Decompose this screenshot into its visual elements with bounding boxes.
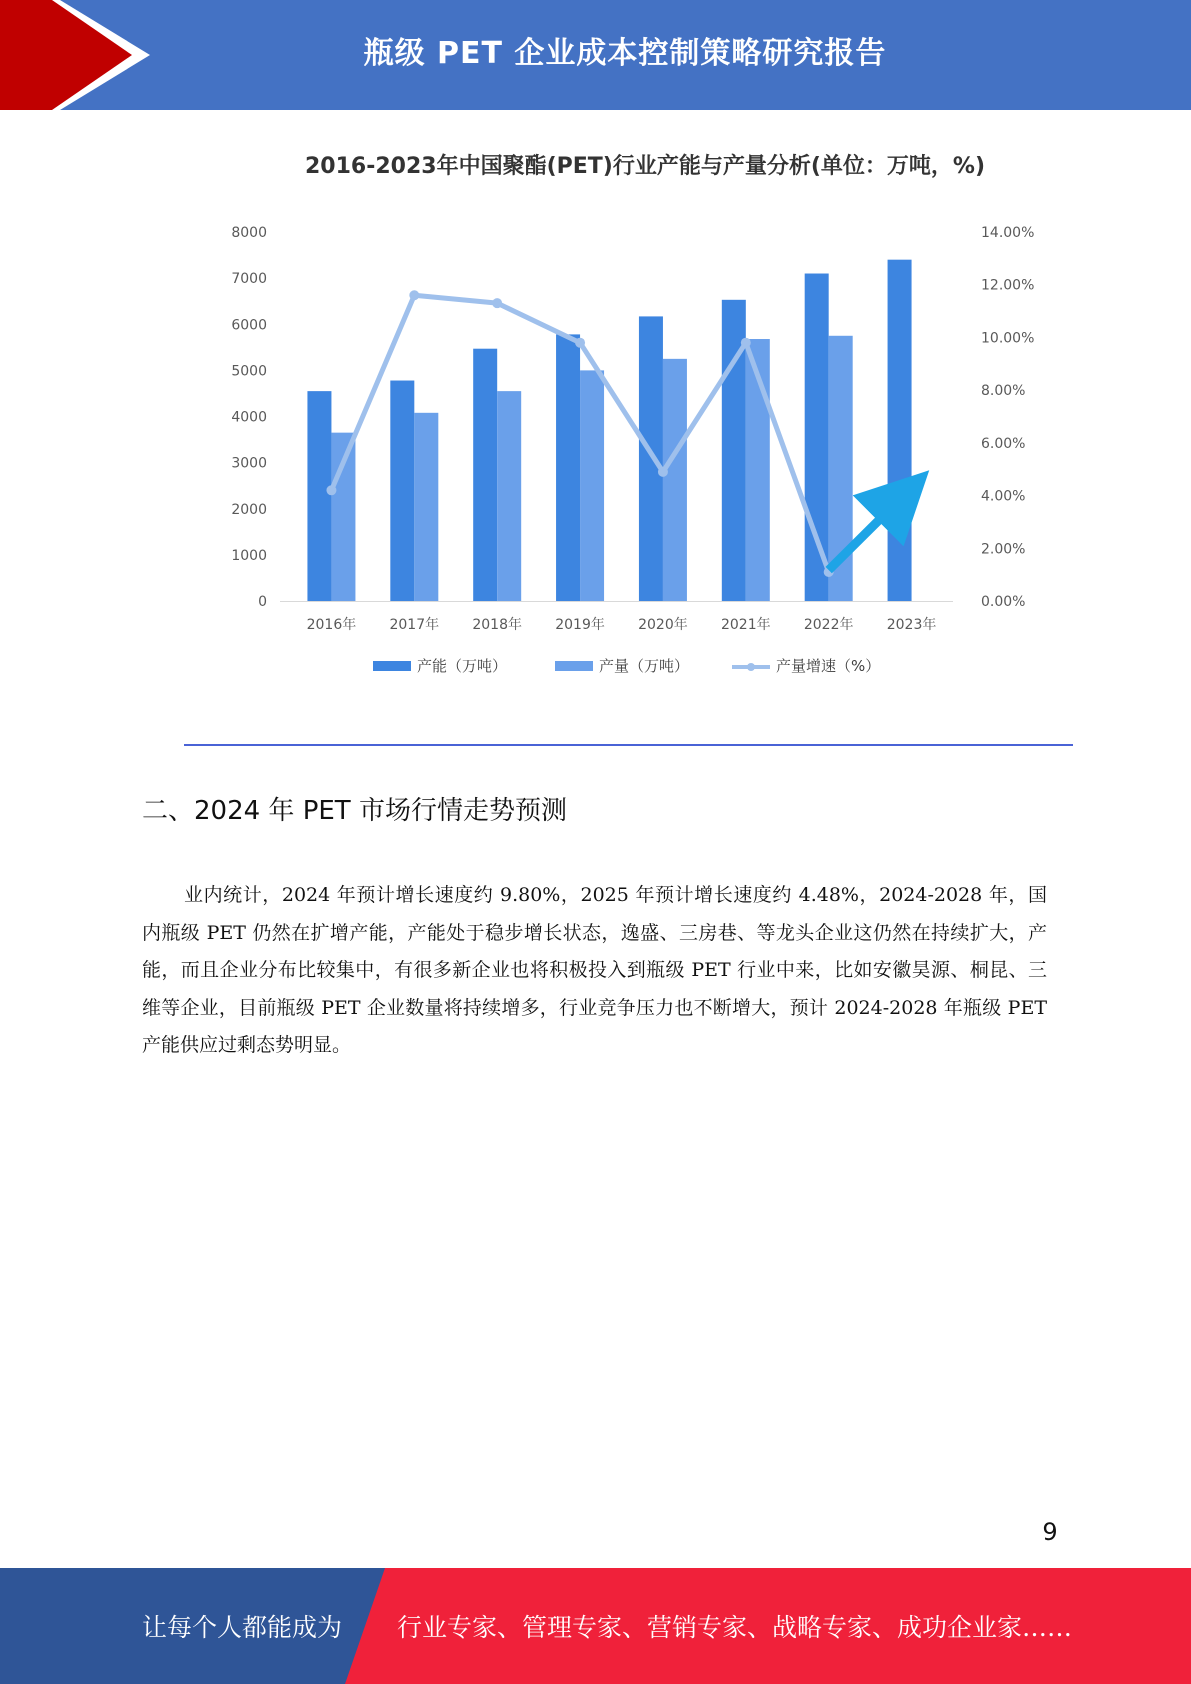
chart-title: 2016-2023年中国聚酯(PET)行业产能与产量分析(单位：万吨，%) — [304, 154, 986, 179]
x-tick-label: 2017年 — [389, 617, 440, 633]
y-left-tick-label: 7000 — [231, 271, 267, 288]
capacity-bar — [639, 316, 663, 601]
y-left-tick-label: 0 — [258, 594, 267, 610]
legend-marker-growth — [747, 663, 755, 671]
capacity-bar — [888, 260, 912, 601]
output-bar — [497, 391, 521, 601]
y-left-tick-label: 5000 — [231, 363, 267, 380]
output-bar — [580, 370, 604, 601]
capacity-bar — [556, 334, 580, 601]
x-tick-label: 2019年 — [555, 617, 605, 633]
growth-rate-point — [658, 467, 668, 477]
growth-rate-point — [741, 338, 751, 348]
y-right-tick-label: 8.00% — [981, 383, 1026, 400]
section-paragraph: 业内统计，2024 年预计增长速度约 9.80%，2025 年预计增长速度约 4.48%，2024-2028 年，国内瓶级 PET 仍然在扩增产能，产能处于稳步增长状态，逸盛、三房巷、等龙头企业这仍然在持续扩大，产能，而且企业分布比较集中，有很多新企业也将积极投入到瓶级 PET 行业中来，比如安徽昊源、桐昆、三维等企业，目前瓶级 PET 企业数量将持续增多，行业竞争压力也不断增大，预计 2024-2028 年瓶级 PET 产能供应过剩态势明显。 — [142, 884, 1047, 1056]
footer-slogan-right: 行业专家、管理专家、营销专家、战略专家、成功企业家…… — [397, 1613, 1073, 1642]
y-right-tick-label: 4.00% — [981, 488, 1026, 505]
chart-divider-rule — [184, 744, 1073, 746]
y-left-tick-label: 1000 — [231, 547, 267, 564]
capacity-bar — [390, 381, 414, 601]
x-tick-label: 2023年 — [886, 617, 937, 633]
document-title: 瓶级 PET 企业成本控制策略研究报告 — [363, 36, 887, 71]
legend-swatch-capacity — [373, 661, 411, 671]
output-bar — [663, 359, 687, 601]
capacity-bar — [805, 274, 829, 601]
growth-rate-point — [409, 290, 419, 300]
x-tick-label: 2016年 — [306, 617, 357, 633]
y-right-tick-label: 0.00% — [981, 594, 1026, 610]
output-bar — [414, 413, 438, 601]
chart-figure — [205, 135, 1072, 743]
x-tick-label: 2018年 — [472, 617, 523, 633]
y-right-tick-label: 2.00% — [981, 541, 1026, 558]
pet-capacity-output-chart — [205, 135, 1072, 743]
header-title-wrap — [0, 0, 1191, 100]
y-left-tick-label: 8000 — [231, 225, 267, 241]
footer-band — [0, 1568, 1191, 1684]
x-tick-label: 2021年 — [720, 617, 771, 633]
y-right-tick-label: 14.00% — [981, 225, 1035, 241]
y-right-tick-label: 10.00% — [981, 330, 1035, 347]
growth-rate-point — [326, 485, 336, 495]
y-left-tick-label: 4000 — [231, 409, 267, 426]
capacity-bar — [473, 349, 497, 601]
legend-label-growth: 产量增速（%） — [776, 657, 881, 675]
y-left-tick-label: 6000 — [231, 317, 267, 334]
y-right-tick-label: 12.00% — [981, 277, 1035, 294]
growth-rate-point — [575, 338, 585, 348]
section-heading: 二、2024 年 PET 市场行情走势预测 — [142, 796, 567, 826]
y-left-tick-label: 2000 — [231, 501, 267, 518]
x-tick-label: 2022年 — [803, 617, 854, 633]
capacity-bar — [307, 391, 331, 601]
page-number: 9 — [1042, 1518, 1058, 1546]
footer-slogan-left: 让每个人都能成为 — [142, 1613, 343, 1642]
y-left-tick-label: 3000 — [231, 455, 267, 472]
legend-label-capacity: 产能（万吨） — [417, 657, 508, 675]
y-right-tick-label: 6.00% — [981, 435, 1026, 452]
legend-label-output: 产量（万吨） — [599, 657, 690, 675]
legend-swatch-output — [555, 661, 593, 671]
growth-rate-point — [492, 298, 502, 308]
x-tick-label: 2020年 — [638, 617, 688, 633]
